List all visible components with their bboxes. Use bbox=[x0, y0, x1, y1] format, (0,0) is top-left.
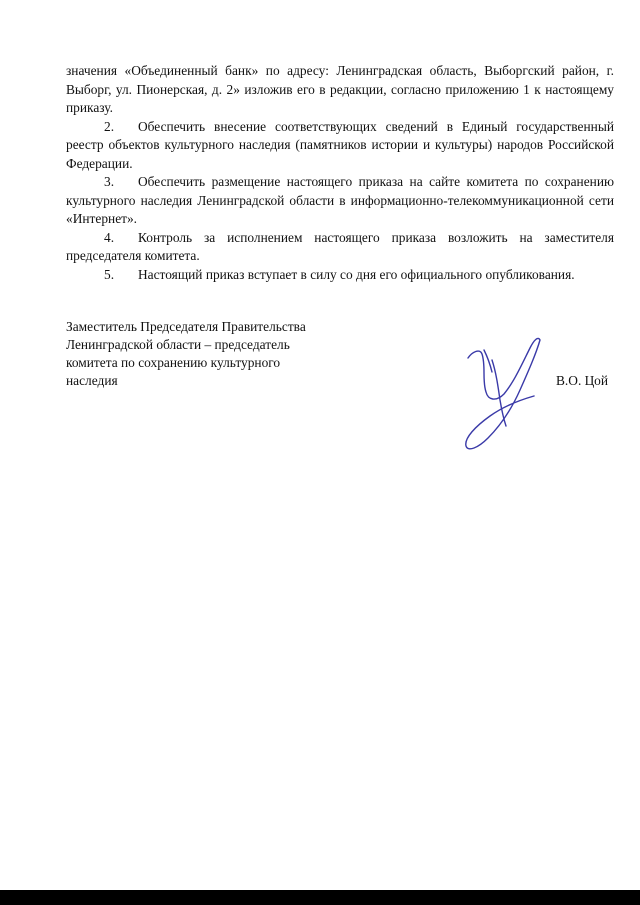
paragraph-item-2 bbox=[66, 118, 614, 174]
scan-border-bottom bbox=[0, 890, 640, 905]
signatory-name: В.О. Цой bbox=[556, 373, 608, 388]
position-line: комитета по сохранению культурного bbox=[66, 355, 281, 370]
paragraph-item-5 bbox=[66, 266, 614, 285]
item-text: Контроль за исполнением настоящего приказа возложить на заместителя председателя комитета. bbox=[66, 229, 614, 263]
position-line: Ленинградской области – председатель bbox=[66, 337, 290, 352]
item-number: 2. bbox=[104, 118, 115, 134]
item-text: Настоящий приказ вступает в силу со дня его официального опубликования. bbox=[138, 266, 575, 282]
paragraph-item-4 bbox=[66, 229, 614, 266]
item-text: Обеспечить внесение соответствующих сведений в Единый государственный реестр объектов культурного наследия (памятников истории и культуры) народов Российской Федерации. bbox=[66, 118, 614, 171]
item-number: 3. bbox=[104, 174, 115, 189]
item-number: 5. bbox=[104, 266, 115, 282]
item-text: Обеспечить размещение настоящего приказа на сайте комитета по сохранению культурного наследия Ленинградской области в информационно-телекоммуникационной сети «Интернет». bbox=[66, 174, 614, 226]
paragraph-item-3 bbox=[66, 173, 614, 229]
paragraph-continuation: значения «Объединенный банк» по адресу: Ленинградская область, Выборгский район, г. Выборг, ул. Пионерская, д. 2» изложив его в редакции, согласно приложению 1 к настоящему приказу. bbox=[66, 63, 614, 115]
document-body bbox=[66, 62, 614, 284]
signatory-position bbox=[66, 318, 366, 390]
position-line: наследия bbox=[66, 373, 118, 388]
item-number: 4. bbox=[104, 229, 115, 245]
position-line: Заместитель Председателя Правительства bbox=[66, 319, 306, 334]
handwritten-signature bbox=[430, 320, 570, 460]
